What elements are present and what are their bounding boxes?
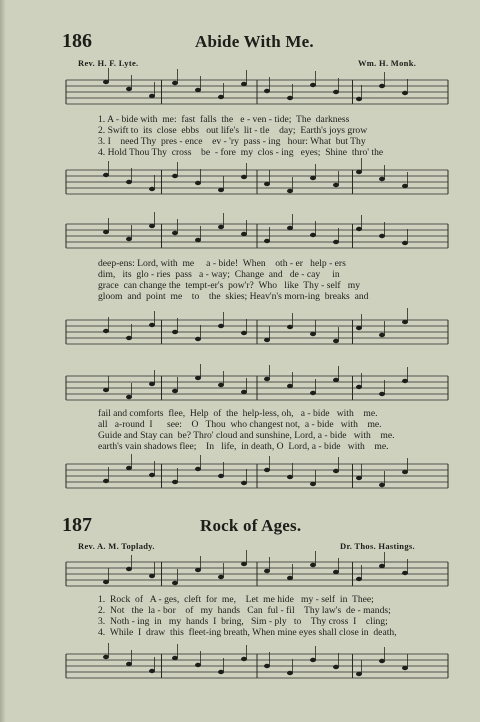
lyric-line: all a-round I see: O Thou who changest not, a - bide with me. <box>98 419 382 430</box>
staff-bass <box>66 458 448 494</box>
note-head <box>287 189 293 193</box>
note-head <box>287 226 293 230</box>
lyric-line: 4. While I draw this fleet-ing breath, When mine eyes shall close in death, <box>98 627 397 638</box>
note-head <box>333 570 339 574</box>
note-head <box>264 569 270 573</box>
note-head <box>333 339 339 343</box>
page-binding-shadow <box>0 0 6 722</box>
note-head <box>356 385 362 389</box>
note-head <box>103 388 109 392</box>
note-head <box>241 481 247 485</box>
hymn-author-187: Rev. A. M. Toplady. <box>78 541 155 551</box>
hymn-title-186: Abide With Me. <box>195 32 314 51</box>
note-head <box>172 389 178 393</box>
note-head <box>103 329 109 333</box>
note-head <box>241 562 247 566</box>
staff-treble <box>66 556 448 592</box>
hymn-number-186: 186 <box>62 30 92 52</box>
lyric-line: deep-ens: Lord, with me a - bide! When oth - er help - ers <box>98 258 346 269</box>
note-head <box>218 670 224 674</box>
note-head <box>264 338 270 342</box>
note-head <box>264 664 270 668</box>
note-head <box>379 84 385 88</box>
lyric-line: fail and comforts flee, Help of the help-less, oh, a - bide with me. <box>98 408 378 419</box>
note-head <box>103 655 109 659</box>
staff-bass <box>66 164 448 200</box>
note-head <box>149 574 155 578</box>
note-head <box>241 175 247 179</box>
lyric-line: Guide and Stay can be? Thro' cloud and sunshine, Lord, a - bide with me. <box>98 430 395 441</box>
note-head <box>356 97 362 101</box>
staff-bass <box>66 314 448 350</box>
note-head <box>126 87 132 91</box>
note-head <box>333 665 339 669</box>
note-head <box>333 90 339 94</box>
note-head <box>379 234 385 238</box>
note-head <box>333 469 339 473</box>
note-head <box>333 183 339 187</box>
note-head <box>172 480 178 484</box>
lyric-line: 3. I need Thy pres - ence ev - 'ry pass - ing hour: What but Thy <box>98 136 366 147</box>
note-head <box>402 241 408 245</box>
note-head <box>149 94 155 98</box>
lyric-line: 1. A - bide with me: fast falls the e - ven - tide; The darkness <box>98 114 350 125</box>
note-head <box>218 188 224 192</box>
note-head <box>126 567 132 571</box>
note-head <box>126 395 132 399</box>
note-head <box>333 240 339 244</box>
note-head <box>402 571 408 575</box>
note-head <box>310 391 316 395</box>
note-head <box>218 474 224 478</box>
note-head <box>402 184 408 188</box>
note-head <box>149 473 155 477</box>
note-head <box>195 376 201 380</box>
note-head <box>287 325 293 329</box>
note-head <box>310 482 316 486</box>
lyric-line: 3. Noth - ing in my hands I bring, Sim - ply to Thy cross I cling; <box>98 616 388 627</box>
note-head <box>195 238 201 242</box>
note-head <box>264 89 270 93</box>
lyric-line: earth's vain shadows flee; In life, in death, O Lord, a - bide with me. <box>98 441 389 452</box>
note-head <box>126 180 132 184</box>
note-head <box>287 384 293 388</box>
note-head <box>195 337 201 341</box>
note-head <box>379 392 385 396</box>
note-head <box>126 336 132 340</box>
hymn-number-187: 187 <box>62 514 92 536</box>
note-head <box>379 659 385 663</box>
note-head <box>356 672 362 676</box>
note-head <box>402 91 408 95</box>
note-head <box>287 96 293 100</box>
note-head <box>356 326 362 330</box>
note-head <box>287 576 293 580</box>
lyric-line: dim, its glo - ries pass a - way; Change and de - cay in <box>98 269 340 280</box>
note-head <box>241 232 247 236</box>
note-head <box>241 82 247 86</box>
hymn-composer-186: Wm. H. Monk. <box>358 58 417 68</box>
hymn-title-187: Rock of Ages. <box>200 516 302 535</box>
note-head <box>310 233 316 237</box>
note-head <box>218 575 224 579</box>
lyric-line: 4. Hold Thou Thy cross be - fore my clos - ing eyes; Shine thro' the <box>98 147 384 158</box>
note-head <box>310 83 316 87</box>
note-head <box>402 666 408 670</box>
note-head <box>126 466 132 470</box>
note-head <box>172 656 178 660</box>
note-head <box>379 177 385 181</box>
note-head <box>264 468 270 472</box>
note-head <box>103 580 109 584</box>
note-head <box>172 330 178 334</box>
note-head <box>218 324 224 328</box>
note-head <box>149 224 155 228</box>
note-head <box>379 564 385 568</box>
note-head <box>310 332 316 336</box>
hymn-composer-187: Dr. Thos. Hastings. <box>340 541 415 551</box>
note-head <box>103 479 109 483</box>
note-head <box>264 239 270 243</box>
staff-bass <box>66 648 448 684</box>
note-head <box>218 383 224 387</box>
note-head <box>195 467 201 471</box>
note-head <box>195 568 201 572</box>
note-head <box>126 662 132 666</box>
lyric-line: 2. Not the la - bor of my hands Can ful - fil Thy law's de - mands; <box>98 605 391 616</box>
note-head <box>218 95 224 99</box>
note-head <box>103 173 109 177</box>
note-head <box>172 81 178 85</box>
note-head <box>126 237 132 241</box>
note-head <box>287 671 293 675</box>
lyric-line: grace can change the tempt-er's pow'r? Who like Thy - self my <box>98 280 361 291</box>
note-head <box>149 323 155 327</box>
note-head <box>103 230 109 234</box>
note-head <box>287 475 293 479</box>
staff-treble <box>66 370 448 406</box>
note-head <box>103 80 109 84</box>
note-head <box>149 669 155 673</box>
lyric-line: 1. Rock of A - ges, cleft for me, Let me hide my - self in Thee; <box>98 594 374 605</box>
note-head <box>379 483 385 487</box>
note-head <box>264 377 270 381</box>
note-head <box>172 231 178 235</box>
note-head <box>149 382 155 386</box>
note-head <box>241 657 247 661</box>
note-head <box>379 333 385 337</box>
note-head <box>356 476 362 480</box>
note-head <box>356 577 362 581</box>
note-head <box>241 390 247 394</box>
note-head <box>172 174 178 178</box>
staff-treble <box>66 74 448 110</box>
note-head <box>195 88 201 92</box>
note-head <box>310 658 316 662</box>
note-head <box>149 187 155 191</box>
note-head <box>195 663 201 667</box>
note-head <box>195 181 201 185</box>
note-head <box>241 331 247 335</box>
note-head <box>264 182 270 186</box>
note-head <box>310 176 316 180</box>
note-head <box>310 563 316 567</box>
note-head <box>402 320 408 324</box>
hymn-author-186: Rev. H. F. Lyte. <box>78 58 139 68</box>
note-head <box>402 470 408 474</box>
note-head <box>333 378 339 382</box>
note-head <box>402 379 408 383</box>
note-head <box>172 581 178 585</box>
note-head <box>356 227 362 231</box>
lyric-line: 2. Swift to its close ebbs out life's lit - tle day; Earth's joys grow <box>98 125 368 136</box>
staff-treble <box>66 218 448 254</box>
note-head <box>218 225 224 229</box>
note-head <box>356 170 362 174</box>
lyric-line: gloom and point me to the skies; Heav'n's morn-ing breaks and <box>98 291 369 302</box>
